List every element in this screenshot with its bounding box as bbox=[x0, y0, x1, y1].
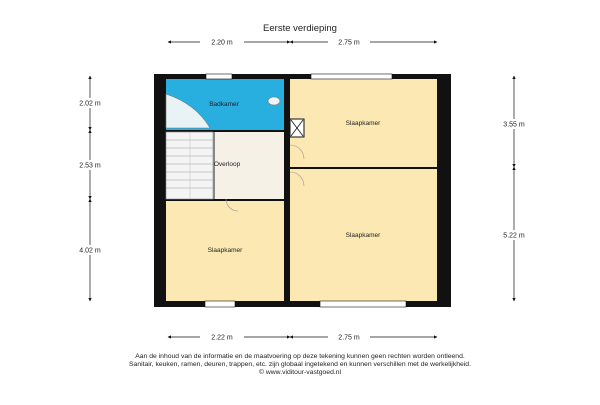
label-slaapkamer-bottom-left: Slaapkamer bbox=[207, 247, 243, 254]
disclaimer-line-3: © www.viditour-vastgoed.nl bbox=[258, 369, 342, 376]
dim-top-right: 2.75 m bbox=[338, 39, 360, 47]
bottom-dimensions bbox=[168, 331, 437, 342]
top-dimensions bbox=[168, 36, 437, 47]
dim-right-bottom: 5.22 m bbox=[503, 232, 525, 240]
toilet bbox=[268, 97, 280, 105]
right-dimensions bbox=[494, 76, 534, 301]
label-slaapkamer-top-right: Slaapkamer bbox=[345, 120, 381, 127]
window-slaapkamer-top bbox=[311, 74, 392, 79]
dim-right-top: 3.55 m bbox=[503, 121, 525, 129]
window-slaapkamer-bottom-left bbox=[205, 301, 235, 307]
dim-bottom-right: 2.75 m bbox=[338, 334, 360, 342]
dim-left-top: 2.02 m bbox=[79, 100, 101, 108]
plan-title: Eerste verdieping bbox=[263, 23, 337, 34]
staircase bbox=[166, 132, 213, 199]
dim-left-bottom: 4.02 m bbox=[79, 247, 101, 255]
dim-top-left: 2.20 m bbox=[211, 39, 233, 47]
window-badkamer bbox=[206, 74, 232, 79]
disclaimer-line-1: Aan de inhoud van de informatie en de maatvoering op deze tekening kunnen geen rechten worden ontleend. bbox=[135, 353, 465, 360]
label-slaapkamer-bottom-right: Slaapkamer bbox=[345, 232, 381, 239]
left-dimensions bbox=[70, 76, 110, 301]
label-badkamer: Badkamer bbox=[209, 101, 239, 108]
dim-bottom-left: 2.22 m bbox=[211, 334, 233, 342]
dim-left-middle: 2.53 m bbox=[79, 162, 101, 170]
window-slaapkamer-bottom-right bbox=[320, 301, 406, 307]
label-overloop: Overloop bbox=[213, 161, 241, 168]
disclaimer-line-2: Sanitair, keuken, ramen, deuren, trappen, etc. zijn globaal ingetekend en kunnen verschillen met de werkelijkheid. bbox=[129, 361, 471, 368]
